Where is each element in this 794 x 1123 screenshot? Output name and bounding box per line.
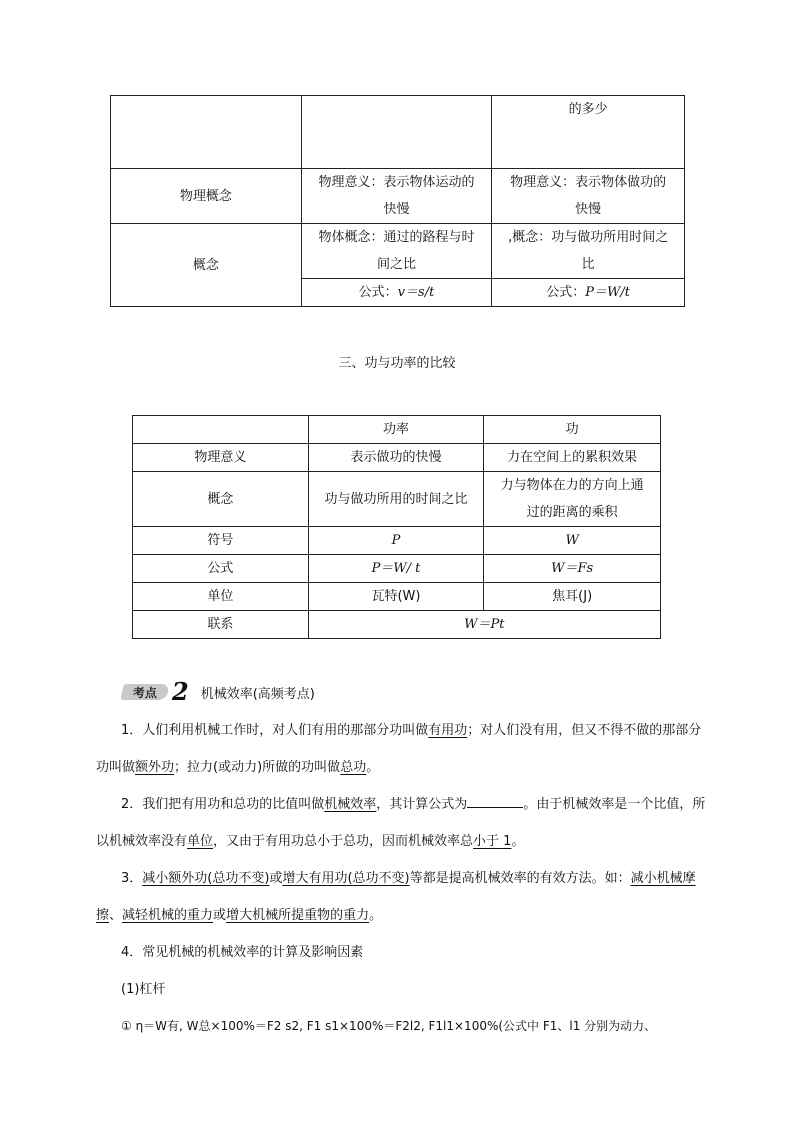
cell: 力在空间上的累积效果 <box>484 444 661 472</box>
row-label: 符号 <box>133 527 309 555</box>
cell: 焦耳(J) <box>484 583 661 611</box>
paragraph-4: 4．常见机械的机械效率的计算及影响因素 <box>121 945 364 960</box>
header-cell: 功 <box>484 416 661 444</box>
cell: 的多少 <box>492 96 685 169</box>
cell: 力与物体在力的方向上通 过的距离的乘积 <box>484 472 661 527</box>
cell-merged: W＝Pt <box>308 611 660 639</box>
paragraph-2: 2．我们把有用功和总功的比值叫做机械效率，其计算公式为 。由于机械效率是一个比值，所以机械效率没有单位，又由于有用功总小于总功，因而机械效率总小于 1。 <box>96 786 706 860</box>
cell: W＝Fs <box>484 555 661 583</box>
cell: W <box>484 527 661 555</box>
kaodian-title: 机械效率(高频考点) <box>200 686 315 702</box>
cell-empty <box>111 96 302 169</box>
kaodian-heading <box>122 677 315 706</box>
row-label: 物理意义 <box>133 444 309 472</box>
cell: 物理意义：表示物体做功的 快慢 <box>492 169 685 224</box>
paragraph-1: 1．人们利用机械工作时，对人们有用的那部分功叫做有用功；对人们没有用，但又不得不做的那部分功叫做额外功；拉力(或动力)所做的功叫做总功。 <box>96 723 702 775</box>
kaodian-number: 2 <box>172 677 189 706</box>
cell: ,概念：功与做功所用时间之 比 <box>492 224 685 279</box>
cell: 公式：v＝s/t <box>301 279 492 307</box>
cell: 物理意义：表示物体运动的 快慢 <box>301 169 492 224</box>
row-label: 概念 <box>111 224 302 307</box>
section-title: 三、功与功率的比较 <box>338 356 456 371</box>
cell: P＝W/ t <box>308 555 484 583</box>
blank-line <box>467 793 523 808</box>
row-label: 概念 <box>133 472 309 527</box>
paragraph-6: ① η＝W有, W总×100%＝F2 s2, F1 s1×100%＝F2l2, F1l1×100%(公式中 F1、l1 分别为动力、 <box>121 1019 657 1033</box>
row-label: 单位 <box>133 583 309 611</box>
cell: 功与做功所用的时间之比 <box>308 472 484 527</box>
cell: 表示做功的快慢 <box>308 444 484 472</box>
row-label: 联系 <box>133 611 309 639</box>
paragraph-5: (1)杠杆 <box>121 982 166 997</box>
motion-power-table <box>110 95 685 307</box>
cell: P <box>308 527 484 555</box>
row-label: 公式 <box>133 555 309 583</box>
cell: 公式：P＝W/t <box>492 279 685 307</box>
kaodian-badge: 考点 <box>120 684 169 700</box>
cell: 物体概念：通过的路程与时 间之比 <box>301 224 492 279</box>
header-cell <box>133 416 309 444</box>
header-cell: 功率 <box>308 416 484 444</box>
row-label: 物理概念 <box>111 169 302 224</box>
body-text <box>96 712 706 1045</box>
work-power-table <box>132 415 661 639</box>
paragraph-3: 3．减小额外功(总功不变)或增大有用功(总功不变)等都是提高机械效率的有效方法。如：减小机械摩擦、减轻机械的重力或增大机械所提重物的重力。 <box>96 871 696 923</box>
cell-empty <box>301 96 492 169</box>
cell: 瓦特(W) <box>308 583 484 611</box>
